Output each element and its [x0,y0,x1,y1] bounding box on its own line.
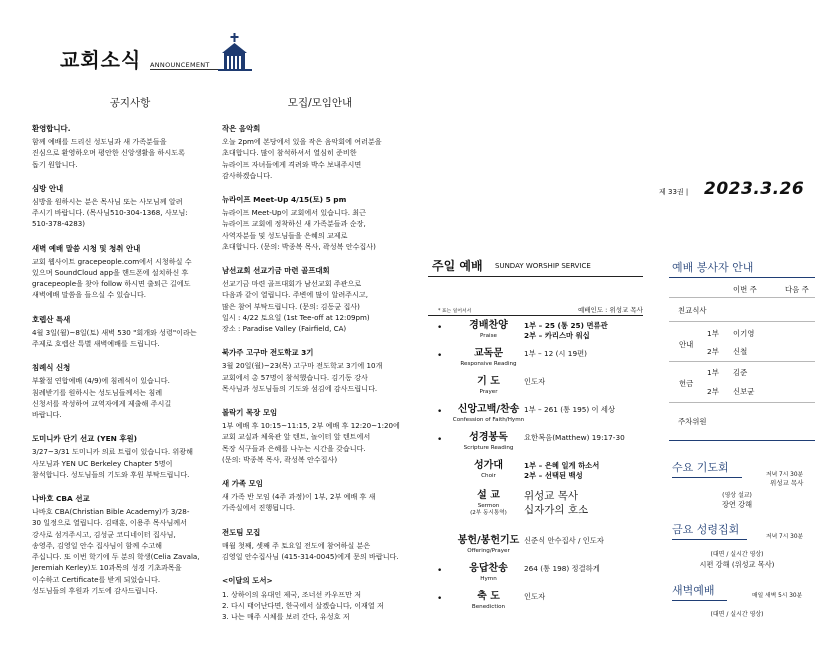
dawn-format: (대면 / 실시간 영상) [710,611,764,618]
meeting-title: 남선교회 선교기금 마련 골프대회 [222,266,330,276]
meeting-title: 뉴라이프 Meet-Up 4/15(토) 5 pm [222,195,347,205]
standing-note: * 표는 일어서서 [438,309,472,314]
meeting-title: <이달의 도서> [222,576,273,586]
notice-title: 환영합니다. [32,124,71,133]
dawn-underline [672,600,727,601]
meetings-heading: 모집/모임안내 [287,97,353,109]
worship-item-detail: 요한복음(Matthew) 19:17-30 [524,433,625,442]
parking-label: 주차위원 [678,417,707,426]
worship-item-detail: 1부 – 25 (통 25) 면류관 2부 – 카리스마 워십 [524,321,608,340]
meeting-body: 3월 20일(월)~23(목) 고구마 전도학교 3기에 10개 교회에서 총 57명이 참석했습니다. 김기동 강사 목사님과 성도님들의 기도와 섬김에 감사드립니다. [222,361,383,393]
worship-item-detail: 위성교 목사 십자가의 호소 [524,490,589,516]
worship-item [428,590,643,617]
worship-item-detail: 인도자 [524,377,546,386]
meeting-body: 매월 첫째, 셋째 주 토요일 전도에 참여하실 분은 김영일 안수집사님 (415-314-0045)에게 문의 바랍니다. [222,540,399,562]
notice-section [32,433,208,480]
worship-item-detail: 1부 – 12 (시 19편) [524,349,587,358]
notice-section [32,183,208,230]
meeting-section [222,478,412,514]
offering-2-label: 2부 [707,387,719,396]
dawn-title: 새벽예배 [672,584,715,597]
worship-item-name: 성경봉독 [469,432,508,443]
volunteer-divider [669,321,815,322]
col-this-week: 이번 주 [733,285,757,294]
volunteer-divider [669,402,815,403]
worship-item-english: Hymn [480,576,497,582]
worship-title: 주일 예배 [432,259,483,273]
worship-item-detail: 인도자 [524,592,546,601]
worship-item-english: Scripture Reading [463,445,514,451]
volunteer-divider [669,297,815,298]
standing-bullet: • [437,351,443,361]
meeting-section [222,575,412,622]
worship-item-name: 신앙고백/찬송 [457,404,520,415]
worship-item-english: Responsive Reading [460,361,517,367]
worship-item-name: 응답찬송 [469,563,508,574]
meeting-title: 작은 음악회 [222,124,261,133]
usher-1-label: 1부 [707,329,719,338]
worship-divider [428,276,643,277]
wednesday-topic: 장연 강해 [721,500,753,509]
standing-bullet: • [437,435,443,445]
worship-subtitle: SUNDAY WORSHIP SERVICE [495,262,591,270]
greeter-label: 친교식사 [678,306,707,315]
worship-item-detail: 264 (통 198) 정결하게 [524,564,600,573]
worship-item-detail: 1부 – 261 (통 195) 이 세상 [524,405,615,414]
volunteer-divider [669,361,815,362]
worship-item-english: Offering/Prayer [467,548,510,554]
worship-item-english: Praise [480,333,497,339]
meeting-section [222,123,412,181]
meeting-title: 북가주 고구마 전도학교 3기 [222,348,314,358]
standing-bullet: • [437,566,443,576]
notice-title: 나바호 CBA 선교 [32,494,90,504]
worship-item-detail: 1부 – 은혜 일게 하소서 2부 – 선택된 백성 [524,461,600,480]
worship-item [428,319,643,346]
meeting-body: 새 가족 반 모임 (4주 과정)이 1부, 2부 예배 후 새 가족실에서 진행됩니다. [222,492,376,513]
wednesday-leader: 위성교 목사 [770,479,804,487]
notice-title: 심방 안내 [32,183,64,193]
usher-2-name: 신철 [733,347,748,356]
notice-body: 나바호 CBA(Christian Bible Academy)가 3/28- 30 일정으로 열립니다. 김태훈, 이용주 목사님께서 강사로 섬겨주시고, 김성균 코디네이터 집사님, 송영주, 김영일 안수 집사님이 함께 수고해 주십니다. 또 이번 학기에 두 분의 학생(Celia Zavala, Jeremiah Kerley)도 10과목의 성경 기초과목을 이수하고 Certificate를 받게 되었습니다. 성도님들의 후원과 기도에 감사드립니다. [32,507,200,595]
worship-item-name: 축 도 [477,591,500,602]
meeting-title: 전도팀 모집 [222,527,261,537]
friday-title: 금요 성령집회 [672,523,740,536]
meeting-section [222,347,412,394]
worship-leader: 예배인도 : 위성교 목사 [578,306,643,314]
offering-1-label: 1부 [707,368,719,377]
worship-item [428,347,643,374]
notice-section [32,362,208,420]
worship-item [428,403,643,430]
worship-item [428,431,643,458]
volunteer-title: 예배 봉사자 안내 [672,261,754,274]
notice-section [32,493,208,596]
standing-bullet: • [437,407,443,417]
meeting-body: 1부 예배 후 10:15~11:15, 2부 예배 후 12:20~1:20에 교회 교실과 체육관 앞 텐트, 놀이터 앞 텐트에서 목장 식구들과 은혜를 나누는 시간을 갖습니다. (문의: 박종복 목사, 곽성복 안수집사) [222,421,400,464]
worship-item-name: 교독문 [474,348,503,359]
col-next-week: 다음 주 [785,285,809,294]
worship-item [428,375,643,402]
worship-divider [428,315,643,316]
offering-1-name: 김준 [733,368,748,377]
meeting-section [222,527,412,563]
usher-1-name: 이기영 [733,329,755,338]
wednesday-title: 수요 기도회 [672,461,729,474]
offering-label: 헌금 [679,379,694,388]
notices-column [32,123,208,609]
church-icon [218,33,252,73]
usher-label: 안내 [679,340,694,349]
meeting-body: 선교기금 마련 골프대회가 남선교회 주관으로 다음과 같이 열립니다. 주변에 많이 알려주시고, 많은 참여 부탁드립니다. (문의: 김동균 집사) 일시 : 4/22 토요일 (1st Tee-off at 12:09pm) 장소 : Paradise Valley (Fairfield, CA) [222,279,370,334]
page-subtitle: ANNOUNCEMENT [150,61,210,69]
notice-title: 도미니카 단기 선교 (YEN 후원) [32,434,138,444]
worship-item-english: Sermon (2부 동시통역) [470,503,507,516]
wednesday-time: 저녁 7시 30분 [766,472,804,478]
worship-item-name: 봉헌/봉헌기도 [457,535,520,546]
meeting-title: 볼락기 목장 모임 [222,408,278,418]
notice-body: 4월 3일(월)~8일(토) 새벽 530 "회개와 성령"이라는 주제로 호렙산 특별 새벽예배를 드립니다. [32,327,197,349]
friday-topic: 시편 강해 (위성교 목사) [699,560,775,569]
worship-item [428,489,643,529]
notice-body: 부활절 연합예배 (4/9)에 침례식이 있습니다. 침례받기를 원하시는 성도님들께서는 침례 신청서를 작성하여 교역자에게 제출해 주시길 바랍니다. [32,376,172,420]
standing-bullet: • [437,323,443,333]
standing-bullet: • [437,594,443,604]
worship-item-name: 성가대 [474,460,503,471]
worship-item [428,459,643,486]
worship-item-name: 기 도 [477,376,500,387]
notice-body: 함께 예배를 드리신 성도님과 새 가족분들을 진심으로 환영하오며 평안한 신앙생활을 하시도록 돕기 원합니다. [32,137,185,169]
wednesday-underline [672,477,742,478]
worship-item-name: 설 교 [477,490,500,501]
meeting-body: 1. 상하이의 유대인 제국, 조너선 카우프만 저 2. 다시 태어난다면, 한국에서 살겠습니다, 이재열 저 3. 나는 매주 시체를 보러 간다, 유성호 저 [222,589,384,621]
notice-body: 심방을 원하시는 분은 목사님 또는 사모님께 알려 주시기 바랍니다. (목사님510-304-1368, 사모님: 510-378-4283) [32,197,188,229]
meeting-section [222,407,412,465]
notices-heading: 공지사항 [109,97,151,109]
notice-title: 새벽 예배 말씀 시청 및 청취 안내 [32,243,141,253]
friday-time: 저녁 7시 30분 [766,534,804,540]
meeting-body: 오늘 2pm에 본당에서 있을 작은 음악회에 여러분을 초대합니다. 많이 참석하셔서 열심히 준비한 뉴라이프 자녀들에게 격려와 박수 보내주시면 감사하겠습니다. [222,137,382,180]
notice-section [32,123,208,170]
worship-item-english: Choir [481,473,496,479]
volunteer-divider [669,440,815,441]
notice-title: 침례식 신청 [32,363,71,373]
notice-section [32,243,208,301]
dawn-time: 매일 새벽 5시 30분 [752,593,803,599]
meeting-section [222,265,412,334]
issue-date: 2023.3.26 [704,179,805,199]
usher-2-label: 2부 [707,347,719,356]
worship-item-english: Benediction [471,604,506,610]
meetings-column [222,123,412,635]
meeting-title: 새 가족 모임 [222,479,263,489]
notice-title: 호렙산 특새 [32,314,71,324]
worship-item [428,534,643,561]
meeting-section [222,194,412,252]
offering-2-name: 신보균 [733,387,755,396]
wednesday-format: (영상 설교) [722,492,752,499]
notice-body: 3/27~3/31 도미니카 의료 트립이 있습니다. 위광해 사모님과 YEN UC Berkeley Chapter 5명이 참석합니다. 성도님들의 기도와 후원 부탁드립니다. [32,447,193,479]
notice-section [32,314,208,350]
issue-number: 제 33권 | [659,188,689,196]
friday-underline [672,539,747,540]
worship-item-english: Prayer [479,389,498,395]
notice-body: 교회 웹사이트 gracepeople.com에서 시청하실 수 있으며 SoundCloud app을 핸드폰에 설치하신 후 gracepeople을 찾아 follow 하시면 출퇴근 길에도 새벽예배 말씀을 들으실 수 있습니다. [32,256,192,300]
volunteer-divider [669,277,815,278]
header-underline [150,69,228,70]
page-title: 교회소식 [60,48,142,72]
friday-format: (대면 / 실시간 영상) [710,551,764,558]
worship-item [428,562,643,589]
worship-item-english: Confession of Faith/Hymn [452,417,525,423]
worship-item-name: 경배찬양 [469,320,508,331]
worship-item-detail: 신준식 안수집사 / 인도자 [524,536,604,545]
meeting-body: 뉴라이프 Meet-Up이 교회에서 있습니다. 최근 뉴라이프 교회에 정착하신 새 가족분들과 순장, 사역자분들 및 성도님들을 은혜의 교제로 초대합니다. (문의: 박종복 목사, 곽성복 안수집사) [222,208,376,251]
